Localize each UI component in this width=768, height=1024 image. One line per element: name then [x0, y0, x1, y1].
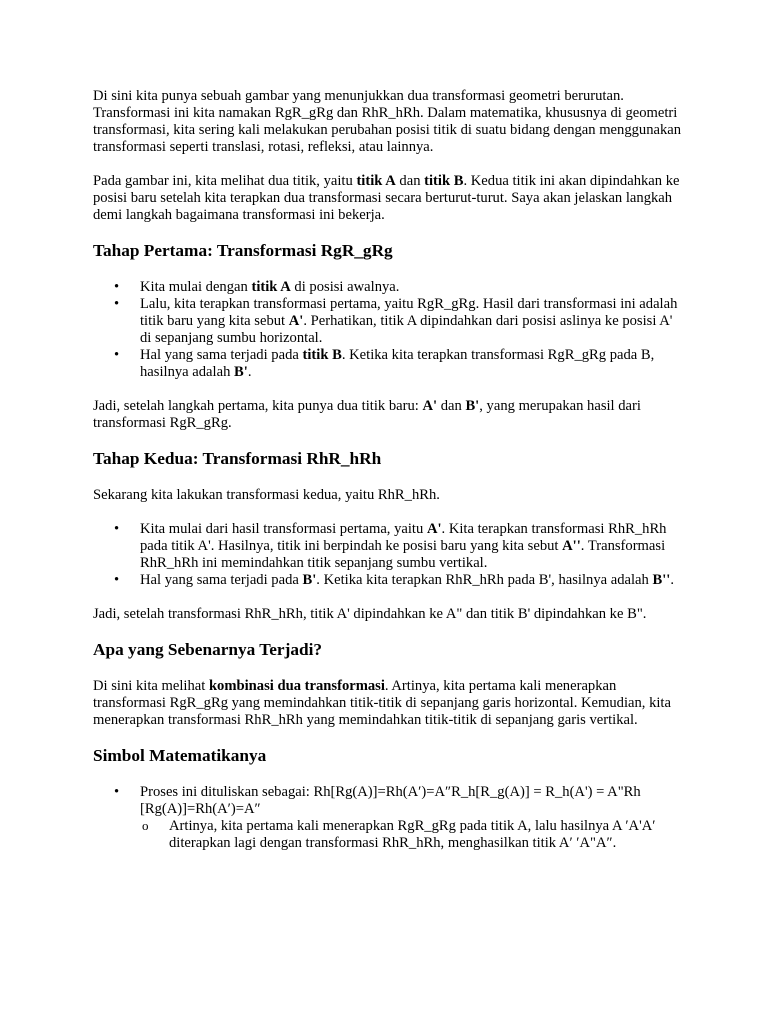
- list-item: [93, 296, 683, 347]
- section-heading-4: Simbol Matematikanya: [93, 746, 267, 765]
- intro-text: Di sini kita punya sebuah gambar yang menunjukkan dua transformasi geometri berurutan. Transformasi ini kita namakan RgR_gRg dan RhR_hRh. Dalam matematika, khususnya di geometri transformasi, kita sering kali melakukan perubahan posisi titik di suatu bidang dengan menggunakan transformasi seperti translasi, rotasi, refleksi, atau lainnya.: [93, 88, 682, 155]
- text-run: Di sini kita melihat: [93, 678, 209, 694]
- bullet-icon: •: [114, 572, 120, 588]
- text-run: .: [670, 572, 674, 588]
- section2-summary: Jadi, setelah transformasi RhR_hRh, titik A' dipindahkan ke A" dan titik B' dipindahkan ke B".: [93, 606, 647, 622]
- bullet-list-1: [93, 279, 683, 381]
- text-run: Lalu, kita terapkan transformasi pertama, yaitu RgR_gRg. Hasil dari transformasi ini adalah titik baru yang kita sebut: [140, 296, 678, 329]
- bold-text: B': [234, 364, 248, 380]
- bold-text: A': [288, 313, 304, 329]
- bold-text: titik A: [251, 279, 291, 295]
- text-run: . Artinya, kita pertama kali menerapkan transformasi RgR_gRg yang memindahkan titik-titik di sepanjang garis horizontal. Kemudian, kita menerapkan transformasi RhR_hRh yang memindahkan titik-titik di sepanjang garis vertikal.: [93, 678, 671, 728]
- text-run: , yang merupakan hasil dari transformasi RgR_gRg.: [93, 398, 641, 431]
- list-item: [93, 347, 683, 381]
- bullet-list-3: [93, 784, 683, 852]
- text-run: . Ketika kita terapkan RhR_hRh pada B', hasilnya adalah: [316, 572, 653, 588]
- text-run: .: [247, 364, 252, 380]
- text-run: . Perhatikan, titik A dipindahkan dari posisi aslinya ke posisi A' di sepanjang sumbu horizontal.: [140, 313, 673, 346]
- bold-text: A': [426, 521, 442, 537]
- text-run: dan: [395, 173, 425, 189]
- bold-text: titik B: [302, 347, 342, 363]
- bullet-icon: •: [114, 521, 120, 537]
- bullet-icon: •: [114, 279, 120, 295]
- bold-text: B'': [652, 572, 671, 588]
- list-item: [93, 279, 683, 296]
- text-run: Kita mulai dengan: [140, 279, 252, 295]
- text-run: . Kita terapkan transformasi RhR_hRh pada titik A'. Hasilnya, titik ini berpindah ke posisi baru yang kita sebut: [140, 521, 667, 554]
- document-page: [93, 88, 683, 869]
- intro-paragraph: [93, 88, 683, 156]
- text-run: . Transformasi RhR_hRh ini memindahkan titik sepanjang sumbu vertikal.: [140, 538, 666, 571]
- text-run: . Kedua titik ini akan dipindahkan ke posisi baru setelah kita terapkan dua transformasi secara berturut-turut. Saya akan jelaskan langkah demi langkah bagaimana transformasi ini bekerja.: [93, 173, 680, 223]
- bold-text: titik B: [424, 173, 464, 189]
- bullet-icon: •: [114, 296, 120, 312]
- bold-text: B': [302, 572, 317, 588]
- bold-text: A'': [562, 538, 581, 554]
- text-run: Artinya, kita pertama kali menerapkan RgR_gRg pada titik A, lalu hasilnya A ′A'A′ diterapkan lagi dengan transformasi RhR_hRh, menghasilkan titik A′ ′A"A″.: [169, 818, 656, 851]
- formula-text: Proses ini dituliskan sebagai: Rh[Rg(A)]=Rh(A′)=A″R_h[R_g(A)] = R_h(A') = A"Rh [Rg(A)]=Rh(A′)=A″: [140, 784, 641, 817]
- bold-text: kombinasi dua transformasi: [208, 678, 385, 694]
- text-run: Hal yang sama terjadi pada: [140, 347, 303, 363]
- section-heading-2: Tahap Kedua: Transformasi RhR_hRh: [93, 449, 382, 468]
- text-run: di posisi awalnya.: [290, 279, 400, 295]
- sub-list-item: [140, 818, 683, 852]
- bold-text: B': [465, 398, 480, 414]
- text-run: . Ketika kita terapkan transformasi RgR_gRg pada B, hasilnya adalah: [140, 347, 655, 380]
- bullet-icon: •: [114, 347, 120, 363]
- text-run: Jadi, setelah langkah pertama, kita punya dua titik baru:: [93, 398, 423, 414]
- list-item: [93, 784, 683, 852]
- text-run: dan: [437, 398, 466, 414]
- list-item: [93, 521, 683, 572]
- text-run: Kita mulai dari hasil transformasi pertama, yaitu: [140, 521, 427, 537]
- intro-paragraph-2: [93, 173, 683, 224]
- section2-intro: Sekarang kita lakukan transformasi kedua, yaitu RhR_hRh.: [93, 487, 440, 503]
- section1-summary: [93, 398, 683, 432]
- section-heading-3: Apa yang Sebenarnya Terjadi?: [93, 640, 323, 659]
- bullet-list-2: [93, 521, 683, 589]
- bold-text: A': [422, 398, 438, 414]
- bold-text: titik A: [356, 173, 396, 189]
- text-run: Hal yang sama terjadi pada: [140, 572, 303, 588]
- circle-bullet-icon: o: [142, 818, 149, 833]
- sub-list: [140, 818, 683, 852]
- section3-paragraph: [93, 678, 683, 729]
- section-heading-1: Tahap Pertama: Transformasi RgR_gRg: [93, 241, 393, 260]
- bullet-icon: •: [114, 784, 120, 800]
- list-item: [93, 572, 683, 589]
- text-run: Pada gambar ini, kita melihat dua titik, yaitu: [93, 173, 357, 189]
